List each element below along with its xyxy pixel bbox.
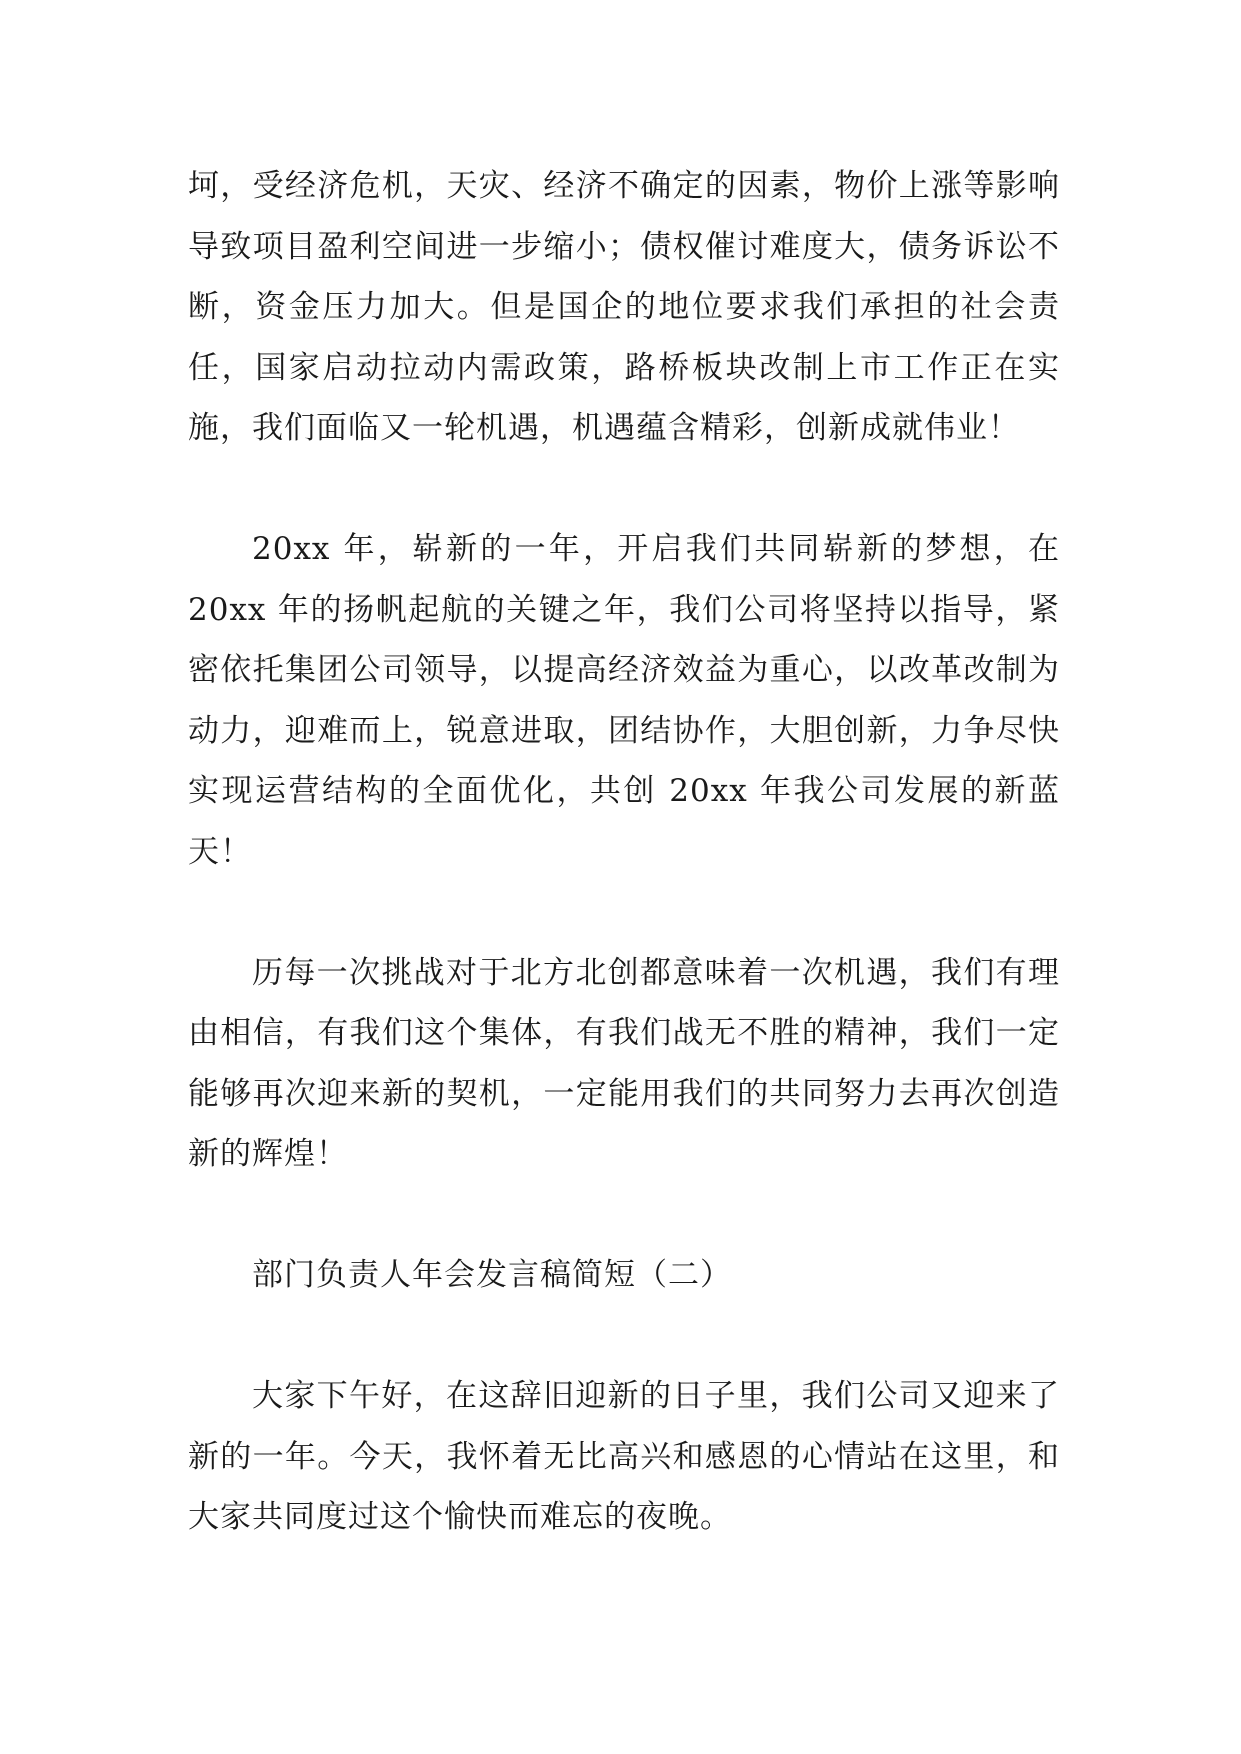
paragraph-greeting: 大家下午好，在这辞旧迎新的日子里，我们公司又迎来了新的一年。今天，我怀着无比高兴和感恩的心情站在这里，和大家共同度过这个愉快而难忘的夜晚。 — [188, 1378, 1060, 1535]
paragraph-new-year-plan: 20xx 年，崭新的一年，开启我们共同崭新的梦想，在20xx 年的扬帆起航的关键之年，我们公司将坚持以指导，紧密依托集团公司领导，以提高经济效益为重心，以改革改制为动力，迎难而上，锐意进取，团结协作，大胆创新，力争尽快实现运营结构的全面优化，共创 20xx 年我公司发展的新蓝天！ — [188, 531, 1060, 870]
section-heading: 部门负责人年会发言稿简短（二） — [252, 1257, 732, 1293]
paragraph-continuation: 坷，受经济危机，天灾、经济不确定的因素，物价上涨等影响导致项目盈利空间进一步缩小；债权催讨难度大，债务诉讼不断，资金压力加大。但是国企的地位要求我们承担的社会责任，国家启动拉动内需政策，路桥板块改制上市工作正在实施，我们面临又一轮机遇，机遇蕴含精彩，创新成就伟业！ — [188, 168, 1060, 446]
document-body — [188, 156, 1060, 1608]
paragraph-challenge: 历每一次挑战对于北方北创都意味着一次机遇，我们有理由相信，有我们这个集体，有我们战无不胜的精神，我们一定能够再次迎来新的契机，一定能用我们的共同努力去再次创造新的辉煌！ — [188, 954, 1060, 1172]
